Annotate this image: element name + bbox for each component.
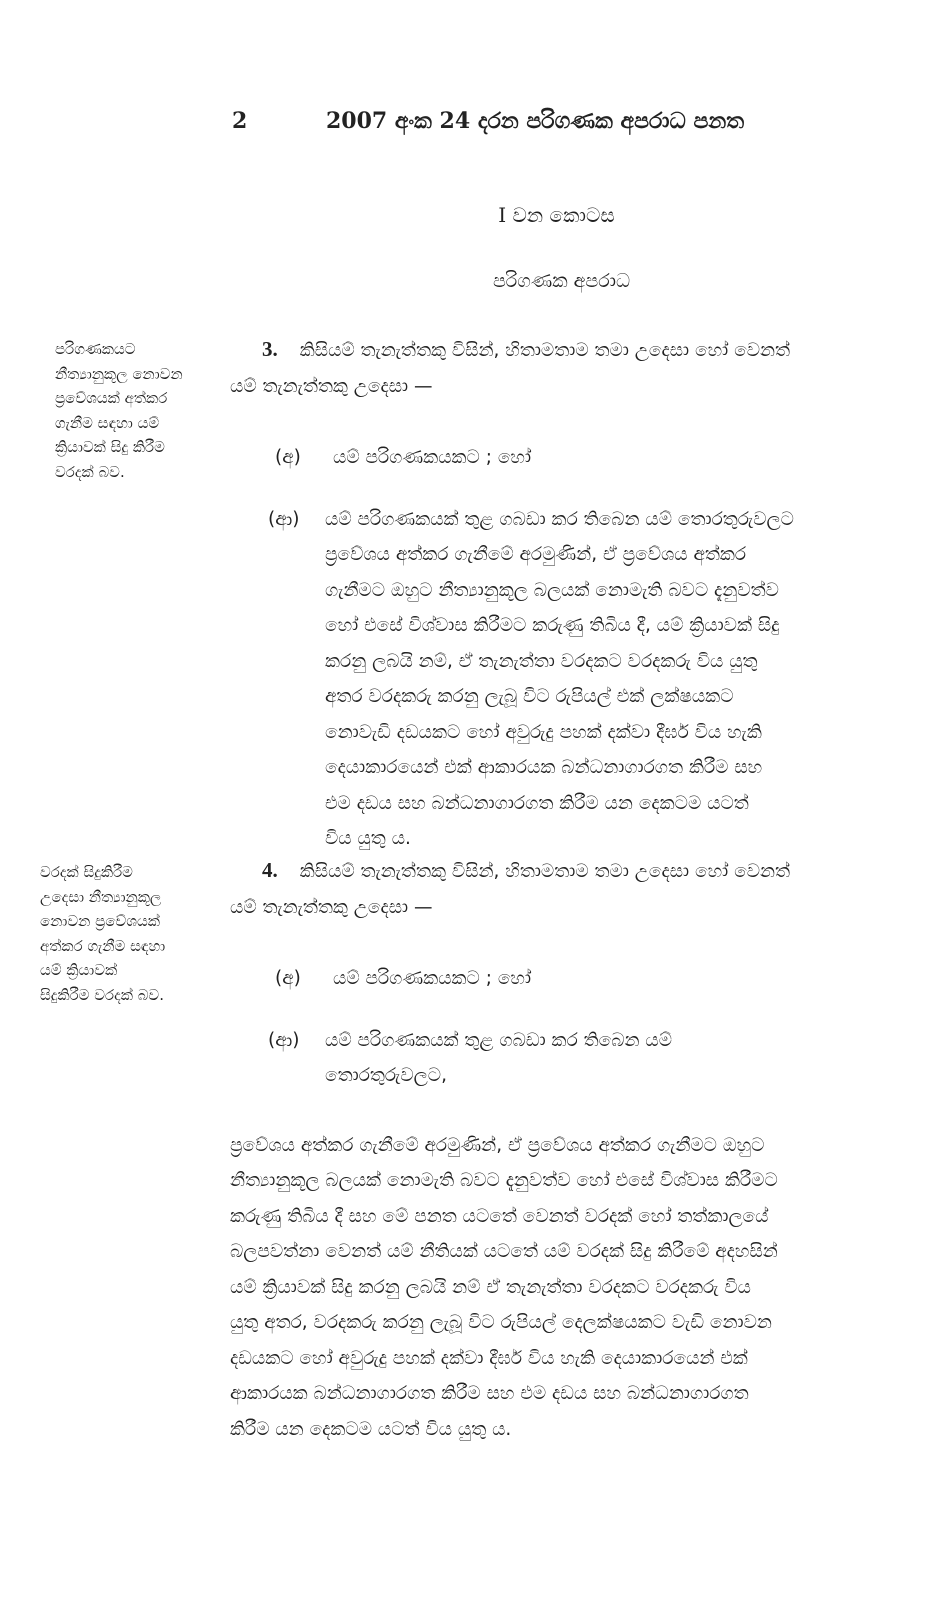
closing-line: යුතු අතර, වරදකරු කරනු ලැබූ විට රුපියල් දෙලක්ෂයකට වැඩි නොවන xyxy=(230,1312,772,1333)
item-text-line: දෙයාකාරයෙන් එක් ආකාරයක බන්ධනාගාරගත කිරීම සහ xyxy=(325,757,763,778)
marginal-note-line: නොවන ප්‍රවේශයක් xyxy=(40,912,160,930)
item-text-line: ගැනීමට ඔහුට නීත්‍යානුකූල බලයක් නොමැති බවට දැනුවත්ව xyxy=(325,579,779,601)
marginal-note-line: උදෙසා නීත්‍යානුකූල xyxy=(40,887,162,906)
item-text-line: ප්‍රවේශය අත්කර ගැනීමේ අරමුණින්, ඒ ප්‍රවේශය අත්කර xyxy=(325,544,747,565)
item-label: (ආ) xyxy=(268,508,300,530)
section-text-line: යම් තැනැත්තකු උදෙසා — xyxy=(230,375,433,397)
item-text-line: හෝ එසේ විශ්වාස කිරීමට කරුණු තිබිය දී, යම් ක්‍රියාවක් සිදු xyxy=(325,615,780,636)
item-text-line: යම් පරිගණකයක් තුළ ගබඩා කර තිබෙන යම් xyxy=(325,1029,672,1051)
section-3 xyxy=(230,332,855,857)
page-number: 2 xyxy=(232,108,248,134)
closing-line: යම් ක්‍රියාවක් සිදු කරනු ලබයි නම් ඒ තැනැත්තා වරදකට වරදකරු විය xyxy=(230,1276,751,1298)
marginal-note-line: යම් ක්‍රියාවක් xyxy=(40,961,118,979)
part-subheading: පරිගණක අපරාධ xyxy=(492,270,631,292)
closing-line: නීත්‍යානුකූල බලයක් නොමැති බවට දැනුවත්ව හෝ එසේ විශ්වාස කිරීමට xyxy=(230,1170,778,1191)
item-text-line: විය යුතු ය. xyxy=(325,828,411,849)
marginal-note-line: නීත්‍යානුකූල නොවන xyxy=(55,364,183,383)
marginal-note-line: ප්‍රවේශයක් අත්කර xyxy=(55,389,168,407)
marginal-note-line: අත්කර ගැනීම සඳහා xyxy=(40,936,166,955)
item-text: යම් පරිගණකයකට ; හෝ xyxy=(333,447,532,468)
item-text-line: එම දඩය සහ බන්ධනාගාරගත කිරීම යන දෙකටම යටත් xyxy=(325,792,749,814)
document-title: 2007 අංක 24 දරන පරිගණක අපරාධ පනත xyxy=(326,108,745,134)
section-text-line: යම් තැනැත්තකු උදෙසා — xyxy=(230,896,433,918)
marginal-note-section-4 xyxy=(40,860,210,1007)
closing-line: ආකාරයක බන්ධනාගාරගත කිරීම සහ එම දඩය සහ බන්ධනාගාරගත xyxy=(230,1383,749,1404)
closing-line: දඩයකට හෝ අවුරුදු පහක් දක්වා දීර්ඝ විය හැකි දෙයාකාරයෙන් එක් xyxy=(230,1347,748,1369)
item-aa xyxy=(230,502,855,857)
item-label: (ආ) xyxy=(268,1029,300,1051)
marginal-note-line: සිදුකිරීම වරදක් බව. xyxy=(40,985,164,1004)
closing-line: කිරීම යන දෙකටම යටත් විය යුතු ය. xyxy=(230,1418,512,1440)
marginal-note-section-3 xyxy=(55,337,225,484)
marginal-note-line: ක්‍රියාවක් සිදු කිරීම xyxy=(55,438,165,456)
item-aa xyxy=(230,1023,855,1094)
section-4 xyxy=(230,853,855,1447)
closing-line: බලපවත්නා වෙනත් යම් නීතියක් යටතේ යම් වරදක් සිදු කිරීමේ අදහසින් xyxy=(230,1241,778,1262)
item-text-line: නොවැඩි දඩයකට හෝ අවුරුදු පහක් දක්වා දීර්ඝ විය හැකි xyxy=(325,721,762,743)
marginal-note-line: පරිගණකයට xyxy=(55,340,136,358)
closing-line: ප්‍රවේශය අත්කර ගැනීමේ අරමුණින්, ඒ ප්‍රවේශය අත්කර ගැනීමට ඔහුට xyxy=(230,1134,765,1156)
section-text-line: කිසියම් තැනැත්තකු විසින්, හිතාමතාම තමා උදෙසා හෝ වෙනත් xyxy=(299,340,791,361)
marginal-note-line: වරදක් සිදුකිරීම xyxy=(40,863,133,881)
marginal-note-line: ගැනීම සඳහා යම් xyxy=(55,413,160,432)
section-number: 4. xyxy=(262,858,278,882)
section-number: 3. xyxy=(262,337,278,361)
item-text-line: කරනු ලබයි නම්, ඒ තැනැත්තා වරදකට වරදකරු විය යුතු xyxy=(325,650,758,672)
item-label: (අ) xyxy=(275,447,301,468)
item-text-line: යම් පරිගණකයක් තුළ ගබඩා කර තිබෙන යම් තොරතුරුවලට xyxy=(325,508,794,530)
closing-paragraph xyxy=(230,1128,855,1448)
item-text-line: අතර වරදකරු කරනු ලැබූ විට රුපියල් එක් ලක්ෂයකට xyxy=(325,686,734,707)
part-heading: I වන කොටස xyxy=(498,203,615,227)
closing-line: කරුණු තිබිය දී සහ මේ පනත යටතේ වෙනත් වරදක් හෝ තත්කාලයේ xyxy=(230,1205,769,1227)
section-text-line: කිසියම් තැනැත්තකු විසින්, හිතාමතාම තමා උදෙසා හෝ වෙනත් xyxy=(299,861,791,882)
item-text: යම් පරිගණකයකට ; හෝ xyxy=(333,968,532,989)
marginal-note-line: වරදක් බව. xyxy=(55,462,125,481)
item-text-line: තොරතුරුවලට, xyxy=(325,1065,447,1086)
item-label: (අ) xyxy=(275,968,301,989)
